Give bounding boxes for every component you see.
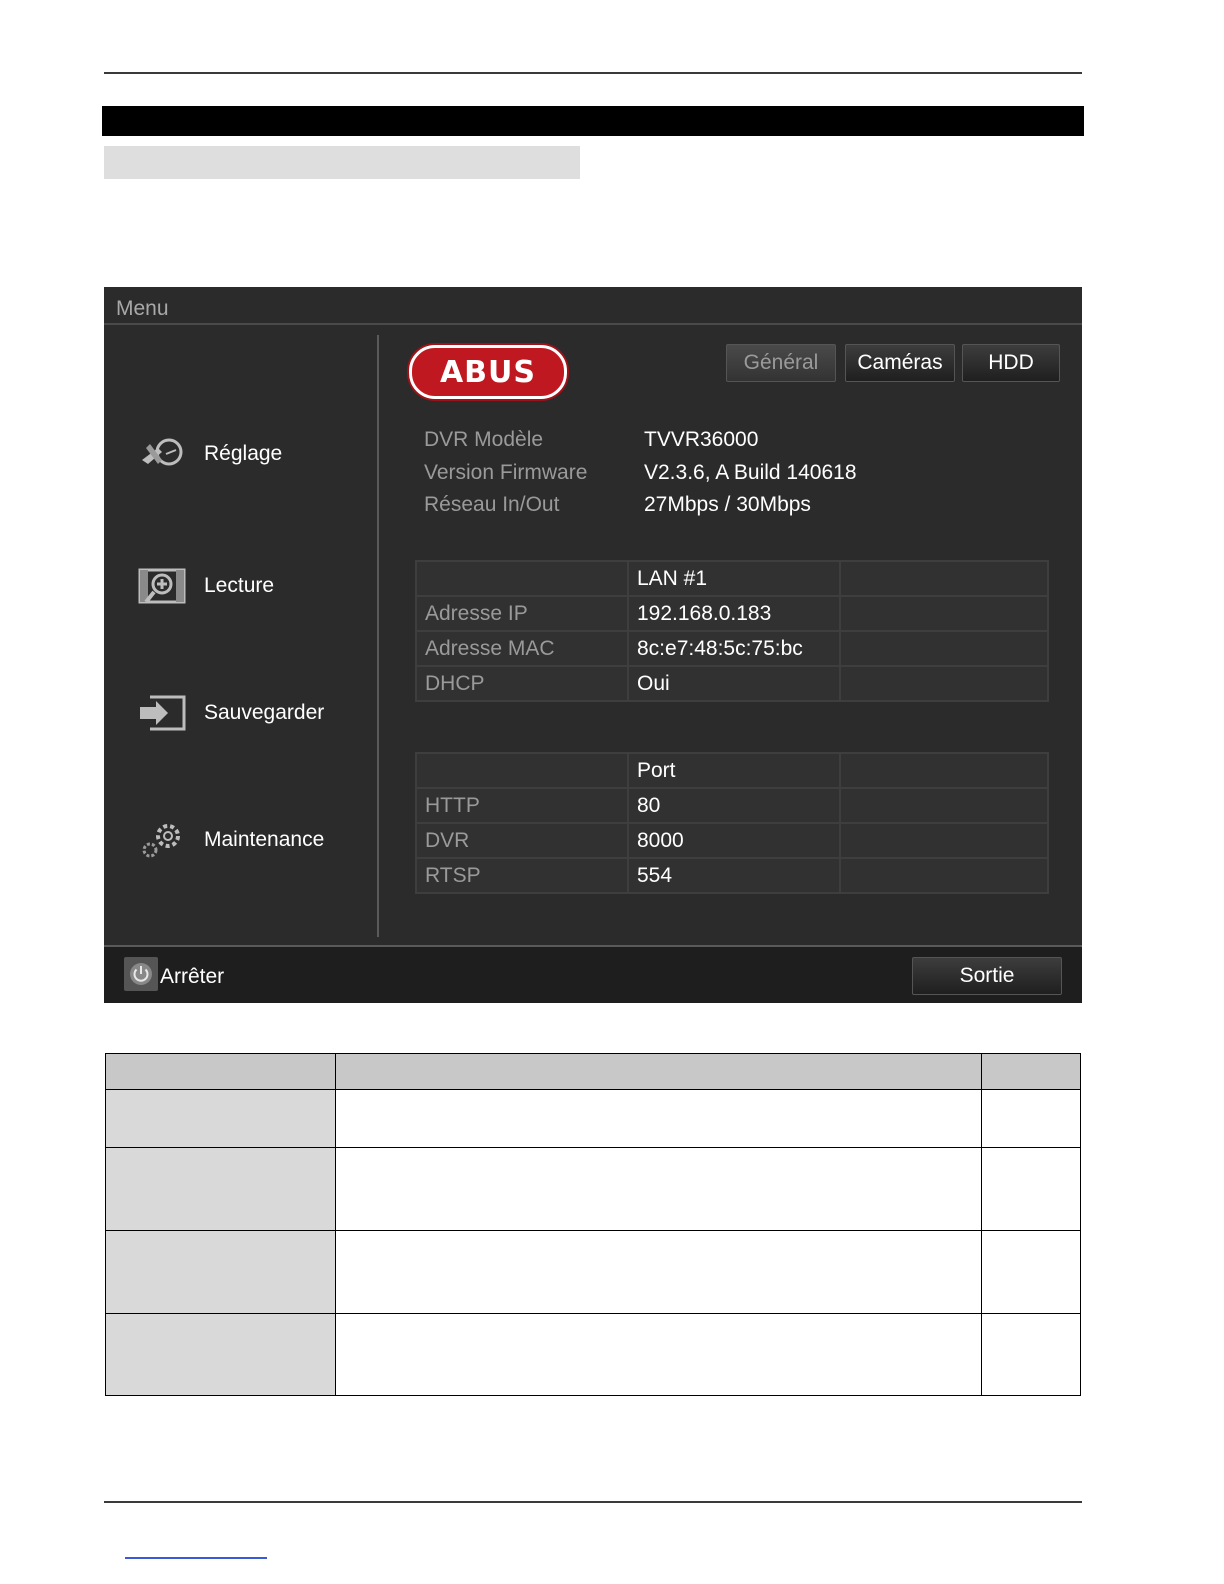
table-header-row — [106, 1054, 1081, 1090]
window-title: Menu — [116, 297, 169, 320]
power-icon — [128, 961, 154, 987]
dvr-menu-window — [104, 287, 1082, 1003]
row-label: RTSP — [416, 858, 628, 893]
sidebar-divider — [377, 335, 379, 937]
row-label: Adresse IP — [416, 596, 628, 631]
tab-cameras[interactable]: Caméras — [845, 344, 955, 382]
table-row — [106, 1090, 1081, 1148]
row-label: Adresse MAC — [416, 631, 628, 666]
row-value: 8000 — [628, 823, 840, 858]
row-value: 80 — [628, 788, 840, 823]
sidebar-label: Réglage — [204, 442, 283, 465]
row-value: 554 — [628, 858, 840, 893]
table-header-row — [416, 561, 1048, 596]
table-row — [416, 666, 1048, 701]
tools-icon — [134, 432, 190, 476]
table-row — [106, 1148, 1081, 1231]
info-value-network: 27Mbps / 30Mbps — [644, 493, 811, 516]
bottom-rule — [104, 1501, 1082, 1503]
section-bar — [104, 146, 580, 179]
row-label: DVR — [416, 823, 628, 858]
playback-icon — [134, 564, 190, 608]
column-header-lan: LAN #1 — [628, 561, 840, 596]
info-label-firmware: Version Firmware — [424, 461, 588, 484]
table-row — [416, 788, 1048, 823]
sidebar-label: Lecture — [204, 574, 275, 597]
sidebar-item-lecture[interactable] — [134, 564, 374, 608]
table-row — [416, 631, 1048, 666]
power-button[interactable] — [124, 957, 158, 991]
title-divider — [104, 323, 1082, 325]
document-table — [105, 1053, 1081, 1396]
footer-link-underline[interactable] — [125, 1557, 267, 1559]
table-row — [416, 596, 1048, 631]
table-row — [416, 823, 1048, 858]
row-label: HTTP — [416, 788, 628, 823]
row-value: 8c:e7:48:5c:75:bc — [628, 631, 840, 666]
sidebar-label: Maintenance — [204, 828, 325, 851]
backup-icon — [134, 691, 190, 735]
table-header-row — [416, 753, 1048, 788]
sidebar-label: Sauvegarder — [204, 701, 325, 724]
top-rule — [104, 72, 1082, 74]
info-label-model: DVR Modèle — [424, 428, 544, 451]
info-value-firmware: V2.3.6, A Build 140618 — [644, 461, 857, 484]
exit-button[interactable]: Sortie — [912, 957, 1062, 995]
table-row — [106, 1314, 1081, 1396]
shutdown-label[interactable]: Arrêter — [160, 965, 225, 988]
chapter-bar — [102, 106, 1084, 136]
row-value: 192.168.0.183 — [628, 596, 840, 631]
abus-logo — [409, 345, 567, 399]
tab-general[interactable]: Général — [726, 344, 836, 382]
network-table — [415, 560, 1049, 702]
info-label-network: Réseau In/Out — [424, 493, 560, 516]
gears-icon — [134, 818, 190, 862]
info-value-model: TVVR36000 — [644, 428, 759, 451]
sidebar-item-reglage[interactable] — [134, 432, 374, 476]
table-row — [106, 1231, 1081, 1314]
sidebar-item-maintenance[interactable] — [134, 818, 374, 862]
logo-text: ABUS — [439, 354, 537, 390]
port-table — [415, 752, 1049, 894]
tab-hdd[interactable]: HDD — [962, 344, 1060, 382]
sidebar-item-sauvegarder[interactable] — [134, 691, 374, 735]
row-value: Oui — [628, 666, 840, 701]
table-row — [416, 858, 1048, 893]
row-label: DHCP — [416, 666, 628, 701]
column-header-port: Port — [628, 753, 840, 788]
